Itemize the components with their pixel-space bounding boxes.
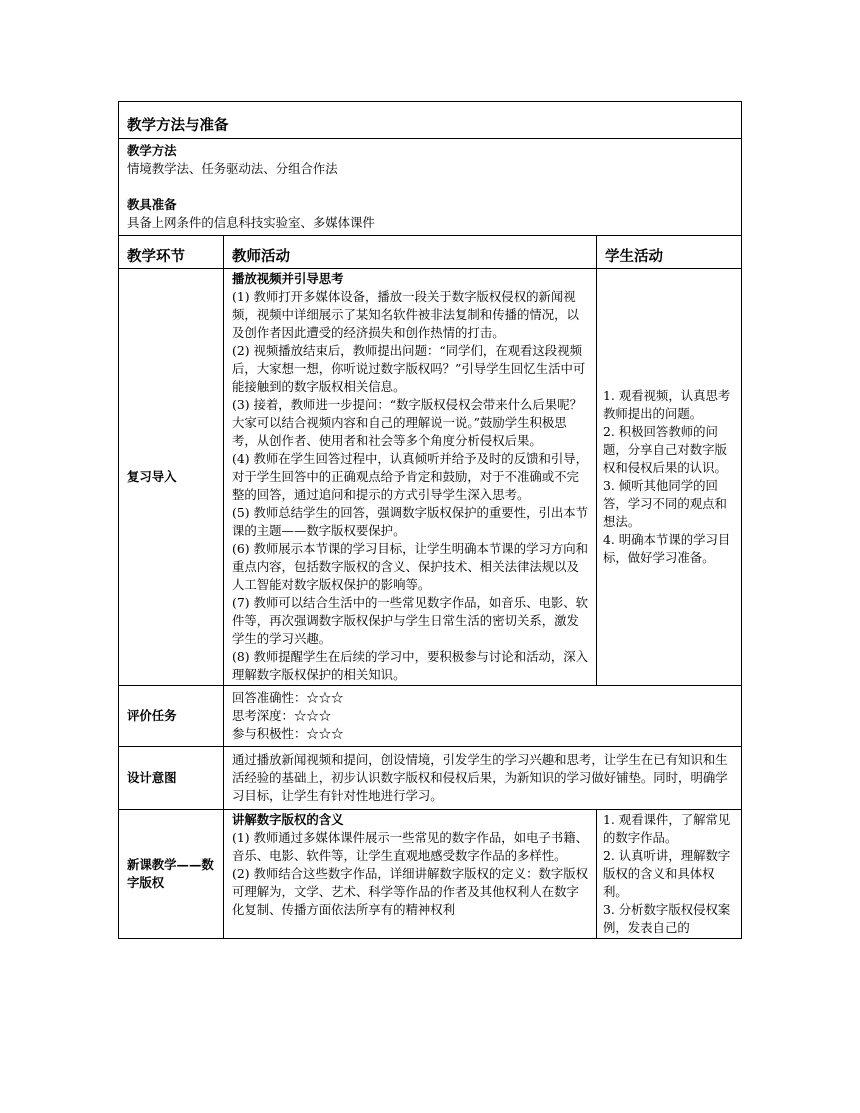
evaluation-row	[119, 686, 742, 747]
col-teacher-header: 教师活动	[224, 236, 597, 269]
prep-heading: 教具准备	[127, 197, 177, 212]
review-item: (2) 视频播放结束后，教师提出问题：“同学们，在观看这段视频后，大家想一想，你听说过数字版权吗？”引导学生回忆生活中可能接触到的数字版权相关信息。	[232, 343, 586, 394]
review-student-item: 2. 积极回答教师的问题，分享自己对数字版权和侵权后果的认识。	[603, 424, 727, 475]
review-item: (1) 教师打开多媒体设备，播放一段关于数字版权侵权的新闻视频，视频中详细展示了某知名软件被非法复制和传播的情况，以及创作者因此遭受的经济损失和创作热情的打击。	[232, 289, 579, 340]
review-item: (5) 教师总结学生的回答，强调数字版权保护的重要性，引出本节课的主题——数字版权要保护。	[232, 505, 589, 538]
new-lesson-item: (1) 教师通过多媒体课件展示一些常见的数字作品，如电子书籍、音乐、电影、软件等，让学生直观地感受数字作品的多样性。	[232, 830, 589, 863]
spacer	[127, 178, 735, 196]
methods-cell	[119, 139, 742, 236]
methods-row	[119, 139, 742, 236]
column-header-row	[119, 236, 742, 269]
review-student-item: 3. 倾听其他同学的回答，学习不同的观点和想法。	[603, 478, 727, 529]
new-lesson-student-item: 2. 认真听讲，理解数字版权的含义和具体权利。	[603, 848, 731, 899]
review-stage-label: 复习导入	[119, 269, 224, 686]
evaluation-stage-label: 评价任务	[119, 686, 224, 747]
new-lesson-item: (2) 教师结合这些数字作品，详细讲解数字版权的定义：数字版权可理解为，文学、艺术、科学等作品的作者及其他权利人在数字化复制、传播方面依法所享有的精神权利	[232, 866, 589, 917]
evaluation-line: 参与积极性：☆☆☆	[232, 726, 344, 741]
prep-text: 具备上网条件的信息科技实验室、多媒体课件	[127, 215, 375, 230]
review-item: (6) 教师展示本节课的学习目标，让学生明确本节课的学习方向和重点内容，包括数字版权的含义、保护技术、相关法律法规以及人工智能对数字版权保护的影响等。	[232, 541, 589, 592]
evaluation-line: 思考深度：☆☆☆	[232, 708, 332, 723]
review-title: 播放视频并引导思考	[232, 271, 344, 286]
design-text: 通过播放新闻视频和提问，创设情境，引发学生的学习兴趣和思考，让学生在已有知识和生活经验的基础上，初步认识数字版权和侵权后果，为新知识的学习做好铺垫。同时，明确学习目标，让学生有针对性地进行学习。	[224, 747, 742, 810]
review-item: (4) 教师在学生回答过程中，认真倾听并给予及时的反馈和引导，对于学生回答中的正确观点给予肯定和鼓励，对于不准确或不完整的回答，通过追问和提示的方式引导学生深入思考。	[232, 451, 589, 502]
review-student-item: 1. 观看视频，认真思考教师提出的问题。	[603, 388, 731, 421]
review-item: (3) 接着，教师进一步提问：“数字版权侵权会带来什么后果呢？大家可以结合视频内容和自己的理解说一说。”鼓励学生积极思考，从创作者、使用者和社会等多个角度分析侵权后果。	[232, 397, 582, 448]
design-stage-label: 设计意图	[119, 747, 224, 810]
lesson-plan-table	[118, 101, 742, 939]
evaluation-line: 回答准确性：☆☆☆	[232, 690, 344, 705]
review-row	[119, 269, 742, 686]
review-item: (7) 教师可以结合生活中的一些常见数字作品，如音乐、电影、软件等，再次强调数字版权保护与学生日常生活的密切关系，激发学生的学习兴趣。	[232, 595, 589, 646]
design-row	[119, 747, 742, 810]
review-student-cell	[597, 269, 742, 686]
new-lesson-student-cell	[597, 810, 742, 939]
lesson-plan-page	[118, 101, 741, 939]
new-lesson-student-item: 1. 观看课件，了解常见的数字作品。	[603, 812, 731, 845]
methods-text: 情境教学法、任务驱动法、分组合作法	[127, 161, 338, 176]
col-student-header: 学生活动	[597, 236, 742, 269]
new-lesson-stage-label: 新课教学——数字版权	[119, 810, 224, 939]
section-title: 教学方法与准备	[119, 102, 742, 139]
methods-heading: 教学方法	[127, 143, 177, 158]
col-stage-header: 教学环节	[119, 236, 224, 269]
new-lesson-row	[119, 810, 742, 939]
section-title-row	[119, 102, 742, 139]
review-student-item: 4. 明确本节课的学习目标，做好学习准备。	[603, 532, 731, 565]
review-teacher-cell	[224, 269, 597, 686]
new-lesson-title: 讲解数字版权的含义	[232, 812, 344, 827]
review-item: (8) 教师提醒学生在后续的学习中，要积极参与讨论和活动，深入理解数字版权保护的相关知识。	[232, 649, 589, 682]
evaluation-cell	[224, 686, 742, 747]
new-lesson-teacher-cell	[224, 810, 597, 939]
new-lesson-student-item: 3. 分析数字版权侵权案例，发表自己的	[603, 902, 731, 935]
